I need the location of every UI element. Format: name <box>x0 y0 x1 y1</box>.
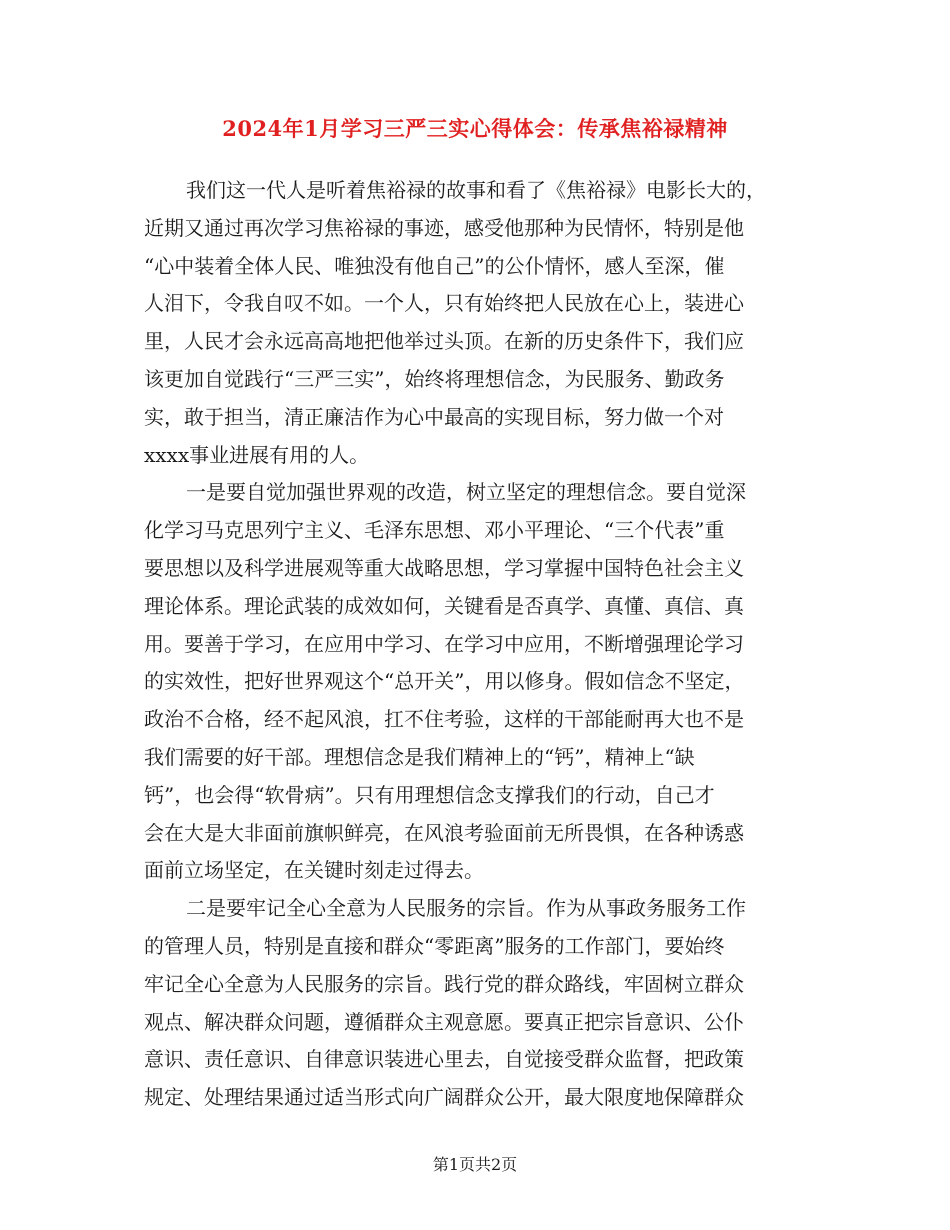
paragraph-line: 会在大是大非面前旗帜鲜亮，在风浪考验面前无所畏惧，在各种诱惑 <box>144 820 744 845</box>
paragraph-line: 意识、责任意识、自律意识装进心里去，自觉接受群众监督，把政策 <box>144 1047 744 1072</box>
paragraph-line: 近期又通过再次学习焦裕禄的事迹，感受他那种为民情怀，特别是他 <box>144 215 744 240</box>
paragraph-line: 我们这一代人是听着焦裕禄的故事和看了《焦裕禄》电影长大的， <box>186 178 766 202</box>
paragraph-line: 化学习马克思列宁主义、毛泽东思想、邓小平理论、“三个代表”重 <box>144 518 725 543</box>
document-title: 2024年1月学习三严三实心得体会：传承焦裕禄精神 <box>222 116 728 141</box>
paragraph-line: 政治不合格，经不起风浪，扛不住考验，这样的干部能耐再大也不是 <box>144 707 744 732</box>
paragraph-line: 面前立场坚定，在关键时刻走过得去。 <box>144 858 484 883</box>
paragraph-line: 人泪下，令我自叹不如。一个人，只有始终把人民放在心上，装进心 <box>144 291 744 316</box>
paragraph-line: 的实效性，把好世界观这个“总开关”，用以修身。假如信念不坚定， <box>144 669 745 694</box>
paragraph-line: 钙”，也会得“软骨病”。只有用理想信念支撑我们的行动，自己才 <box>144 782 715 807</box>
paragraph-line: 用。要善于学习，在应用中学习、在学习中应用，不断增强理论学习 <box>144 631 744 656</box>
paragraph-line: xxxx事业进展有用的人。 <box>144 442 370 467</box>
page-footer: 第1页共2页 <box>432 1155 518 1174</box>
paragraph-line: 二是要牢记全心全意为人民服务的宗旨。作为从事政务服务工作 <box>186 896 746 921</box>
paragraph-line: 该更加自觉践行“三严三实”，始终将理想信念，为民服务、勤政务 <box>144 366 725 391</box>
paragraph-line: 牢记全心全意为人民服务的宗旨。践行党的群众路线，牢固树立群众 <box>144 971 744 996</box>
paragraph-line: 的管理人员，特别是直接和群众“零距离”服务的工作部门，要始终 <box>144 933 725 958</box>
paragraph-line: 要思想以及科学进展观等重大战略思想，学习掌握中国特色社会主义 <box>144 555 744 580</box>
paragraph-line: 观点、解决群众问题，遵循群众主观意愿。要真正把宗旨意识、公仆 <box>144 1009 744 1034</box>
paragraph-line: 一是要自觉加强世界观的改造，树立坚定的理想信念。要自觉深 <box>186 480 746 505</box>
paragraph-line: 规定、处理结果通过适当形式向广阔群众公开，最大限度地保障群众 <box>144 1085 744 1110</box>
paragraph-line: 我们需要的好干部。理想信念是我们精神上的“钙”，精神上“缺 <box>144 744 695 769</box>
paragraph-line: 里，人民才会永远高高地把他举过头顶。在新的历史条件下，我们应 <box>144 329 744 354</box>
paragraph-line: “心中装着全体人民、唯独没有他自己”的公仆情怀，感人至深，催 <box>144 253 725 278</box>
paragraph-line: 实，敢于担当，清正廉洁作为心中最高的实现目标，努力做一个对 <box>144 404 724 429</box>
document-body <box>144 172 808 1117</box>
paragraph-line: 理论体系。理论武装的成效如何，关键看是否真学、真懂、真信、真 <box>144 593 744 618</box>
